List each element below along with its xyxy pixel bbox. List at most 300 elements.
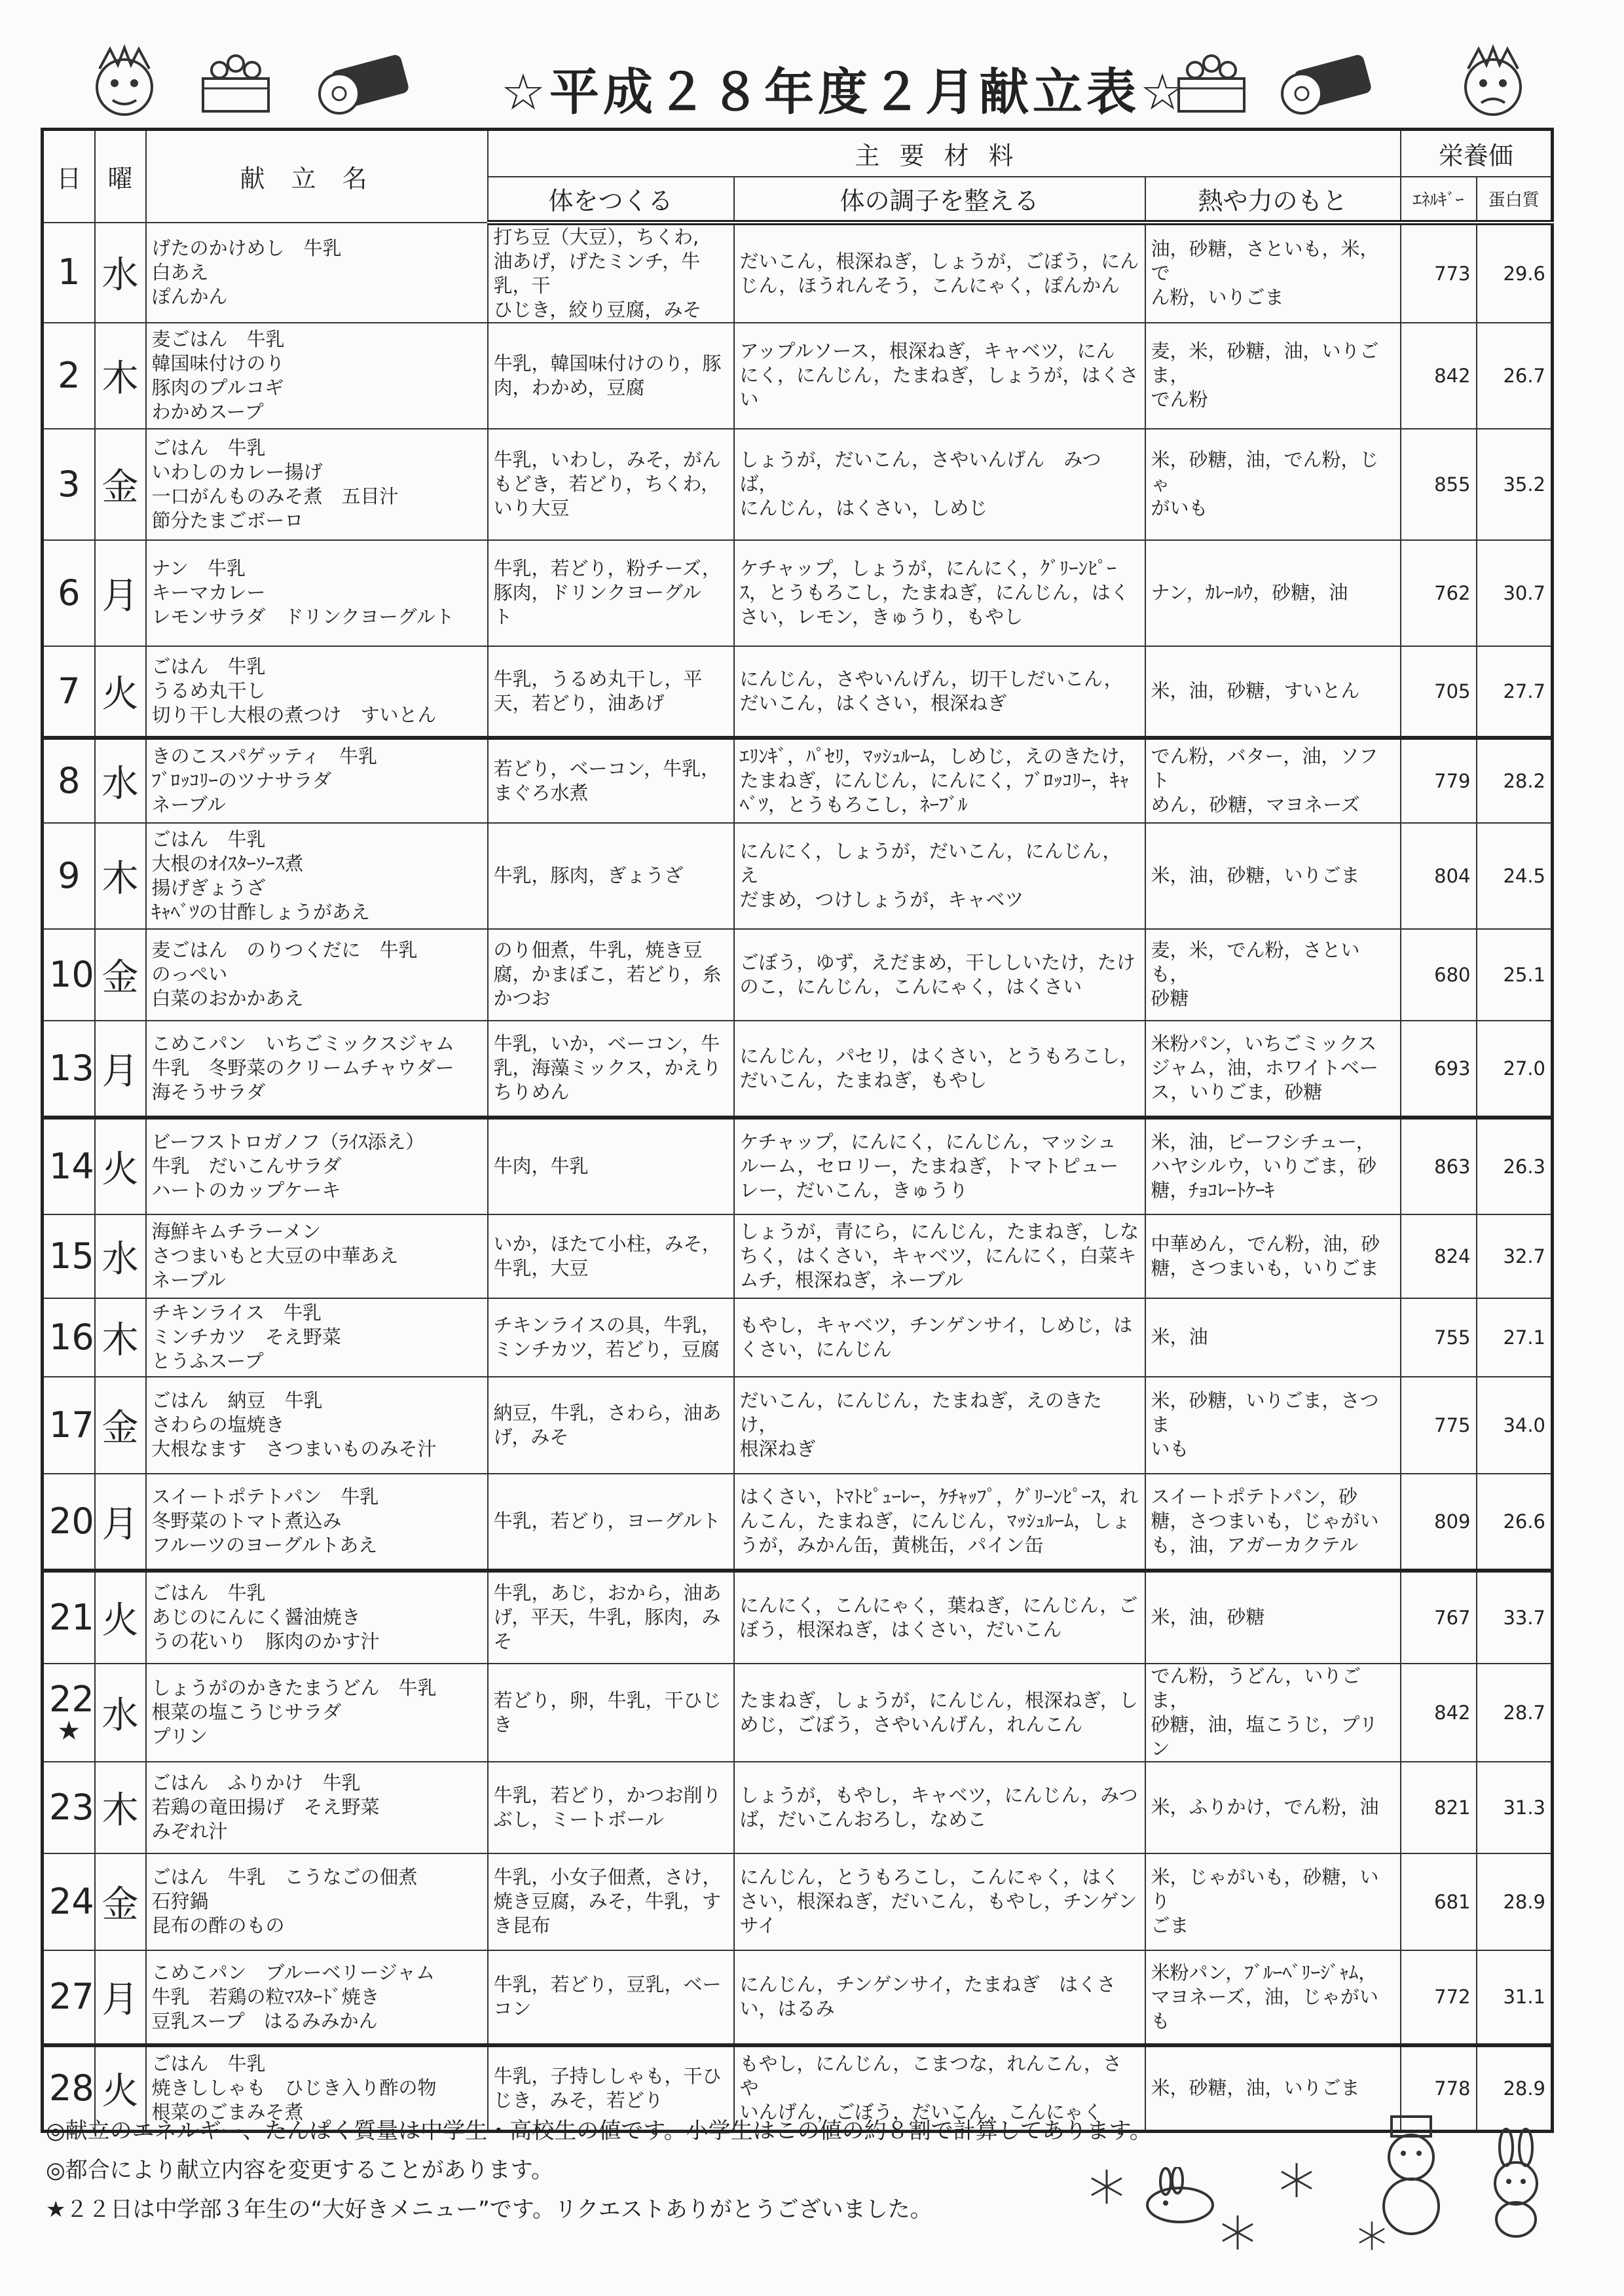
- body-ingredients-cell-line: ぶし，ミートボール: [493, 1808, 664, 1831]
- dish-cell: [146, 223, 488, 323]
- weekday-cell: 木: [95, 823, 146, 929]
- body-ingredients-cell-line: ミンチカツ，若どり，豆腐: [493, 1338, 720, 1360]
- energy-value: 824: [1401, 1214, 1477, 1298]
- dish-cell-line: 一口がんものみそ煮 五目汁: [151, 484, 399, 507]
- protein-value: 34.0: [1477, 1377, 1553, 1474]
- energy-ingredients-cell-line: 砂糖: [1151, 987, 1189, 1010]
- day-cell: [43, 1571, 95, 1664]
- snowflake-icon: [1277, 2160, 1316, 2200]
- condition-ingredients-cell-line: い，はるみ: [739, 1997, 835, 2020]
- energy-ingredients-cell: [1145, 1474, 1401, 1571]
- snowman-icon: [1362, 2111, 1460, 2236]
- weekday-cell: 木: [95, 323, 146, 429]
- body-ingredients-cell-line: 若どり，卵，牛乳，干ひじ: [493, 1688, 722, 1711]
- weekday-cell: 火: [95, 1118, 146, 1214]
- menu-row: [43, 1762, 1553, 1853]
- condition-ingredients-cell-line: さい，根深ねぎ，だいこん，もやし，チンゲン: [739, 1890, 1137, 1912]
- condition-ingredients-cell-line: んこん，たまねぎ，にんじん，ﾏｯｼｭﾙｰﾑ，しょ: [739, 1510, 1131, 1532]
- dish-cell-line: 白菜のおかかあえ: [151, 987, 304, 1010]
- header-row-1: [43, 130, 1553, 177]
- condition-ingredients-cell: [734, 1021, 1145, 1118]
- body-ingredients-cell: [488, 1950, 734, 2045]
- energy-ingredients-cell-line: も，油，アガーカクテル: [1151, 1534, 1359, 1556]
- condition-ingredients-cell: [734, 540, 1145, 646]
- condition-ingredients-cell: [734, 223, 1145, 323]
- energy-ingredients-cell-line: も: [1151, 2009, 1170, 2032]
- body-ingredients-cell-line: じき，みそ，若どり: [493, 2088, 663, 2111]
- body-ingredients-cell-line: 打ち豆（大豆），ちくわ,: [493, 225, 699, 248]
- condition-ingredients-cell-line: しょうが，青にら，にんじん，たまねぎ，しな: [739, 1220, 1139, 1243]
- protein-value: 31.3: [1477, 1762, 1553, 1853]
- dish-cell: [146, 1950, 488, 2045]
- menu-row: [43, 1298, 1553, 1377]
- dish-cell: [146, 929, 488, 1021]
- day-cell: [43, 223, 95, 323]
- dish-cell-line: 牛乳 だいこんサラダ: [151, 1155, 342, 1177]
- weekday-cell: 火: [95, 646, 146, 738]
- weekday-cell: 金: [95, 429, 146, 540]
- energy-ingredients-cell-line: 米，砂糖，油，いりごま: [1151, 2077, 1360, 2100]
- weekday-cell: 月: [95, 1950, 146, 2045]
- dish-cell: [146, 1853, 488, 1950]
- dish-cell-line: わかめスープ: [151, 400, 264, 423]
- body-ingredients-cell-line: き昆布: [493, 1914, 551, 1937]
- protein-value: 27.7: [1477, 646, 1553, 738]
- condition-ingredients-cell: [734, 823, 1145, 929]
- day-cell: [43, 1214, 95, 1298]
- body-ingredients-cell: [488, 1664, 734, 1762]
- condition-ingredients-cell: [734, 738, 1145, 823]
- day-number: 20: [49, 1500, 94, 1542]
- energy-ingredients-cell-line: 麦，米，でん粉，さといも，: [1151, 939, 1360, 985]
- body-ingredients-cell: [488, 540, 734, 646]
- weekday-cell: 月: [95, 1474, 146, 1571]
- rabbit-icon: [1473, 2128, 1559, 2239]
- body-ingredients-cell: [488, 323, 734, 429]
- menu-row: [43, 1950, 1553, 2045]
- weekday-cell: 金: [95, 1377, 146, 1474]
- energy-value: 775: [1401, 1377, 1477, 1474]
- day-number: 15: [49, 1235, 94, 1277]
- energy-ingredients-cell-line: いも: [1151, 1438, 1189, 1460]
- menu-row: [43, 929, 1553, 1021]
- energy-value: 821: [1401, 1762, 1477, 1853]
- condition-ingredients-cell: [734, 1377, 1145, 1474]
- protein-value: 26.6: [1477, 1474, 1553, 1571]
- oni-mask-icon: [1454, 43, 1532, 121]
- dish-cell: [146, 646, 488, 738]
- energy-ingredients-cell: [1145, 929, 1401, 1021]
- weekday-cell: 水: [95, 1214, 146, 1298]
- energy-value: 762: [1401, 540, 1477, 646]
- energy-value: 842: [1401, 1664, 1477, 1762]
- dish-cell-line: あじのにんにく醤油焼き: [151, 1606, 361, 1628]
- energy-ingredients-cell-line: 米粉パン，ﾌﾞﾙｰﾍﾞﾘｰｼﾞｬﾑ，: [1151, 1961, 1378, 1984]
- day-number: 1: [58, 251, 81, 293]
- dish-cell: [146, 1571, 488, 1664]
- dish-cell-line: のっぺい: [151, 963, 228, 985]
- dish-cell-line: ｷｬﾍﾞﾂの甘酢しょうがあえ: [151, 900, 371, 923]
- body-ingredients-cell-line: 牛乳，韓国味付けのり，豚: [493, 352, 722, 374]
- body-ingredients-cell: [488, 1214, 734, 1298]
- dish-cell-line: ごはん 牛乳: [151, 1582, 266, 1604]
- day-cell: [43, 1021, 95, 1118]
- energy-ingredients-cell-line: ジャム，油，ホワイトベー: [1151, 1057, 1378, 1079]
- dish-cell-line: 冬野菜のトマト煮込み: [151, 1510, 342, 1532]
- col-header-energy-source: 熱や力のもと: [1145, 177, 1401, 223]
- energy-value: 693: [1401, 1021, 1477, 1118]
- body-ingredients-cell: [488, 823, 734, 929]
- menu-row: [43, 1118, 1553, 1214]
- condition-ingredients-cell-line: にく，にんじん，たまねぎ，しょうが，はくさ: [739, 364, 1139, 386]
- dish-cell-line: ごはん ふりかけ 牛乳: [151, 1772, 361, 1794]
- weekday-cell: 月: [95, 1021, 146, 1118]
- condition-ingredients-cell: [734, 1853, 1145, 1950]
- dish-cell-line: 石狩鍋: [151, 1890, 209, 1912]
- condition-ingredients-cell: [734, 929, 1145, 1021]
- energy-ingredients-cell-line: 糖，さつまいも，じゃがい: [1151, 1510, 1379, 1532]
- condition-ingredients-cell-line: もやし，キャベツ，チンゲンサイ，しめじ，は: [739, 1313, 1133, 1336]
- condition-ingredients-cell-line: サイ: [739, 1914, 777, 1937]
- condition-ingredients-cell-line: アップルソース，根深ねぎ，キャベツ，にん: [739, 340, 1115, 362]
- energy-ingredients-cell-line: 米，油，ビーフシチュー，: [1151, 1131, 1375, 1153]
- ehomaki-roll-icon: [314, 43, 419, 121]
- condition-ingredients-cell-line: にんじん，パセリ，はくさい，とうもろこし，: [739, 1044, 1139, 1067]
- energy-ingredients-cell-line: 米，じゃがいも，砂糖，いり: [1151, 1866, 1379, 1912]
- condition-ingredients-cell-line: だまめ，つけしょうが，キャベツ: [739, 888, 1024, 911]
- bean-box-icon: [190, 43, 282, 121]
- condition-ingredients-cell-line: ば，だいこんおろし，なめこ: [739, 1808, 987, 1831]
- body-ingredients-cell: [488, 646, 734, 738]
- energy-value: 681: [1401, 1853, 1477, 1950]
- rabbit-icon: [1139, 2167, 1218, 2226]
- energy-ingredients-cell-line: 米，砂糖，油，でん粉，じゃ: [1151, 448, 1379, 495]
- body-ingredients-cell-line: ちりめん: [493, 1081, 570, 1103]
- condition-ingredients-cell: [734, 429, 1145, 540]
- energy-ingredients-cell-line: ごま: [1151, 1914, 1189, 1937]
- menu-row: [43, 223, 1553, 323]
- dish-cell: [146, 1474, 488, 1571]
- dish-cell-line: ぽんかん: [151, 285, 228, 308]
- dish-cell-line: 焼きししゃも ひじき入り酢の物: [151, 2077, 437, 2100]
- condition-ingredients-cell: [734, 646, 1145, 738]
- ehomaki-roll-icon: [1277, 43, 1382, 121]
- col-header-day: 日: [43, 130, 95, 223]
- page-title: ☆平成２８年度２月献立表☆: [500, 63, 1189, 121]
- day-number: 23: [49, 1786, 94, 1828]
- condition-ingredients-cell-line: ルーム，セロリー，たまねぎ，トマトピュー: [739, 1155, 1119, 1177]
- condition-ingredients-cell: [734, 1950, 1145, 2045]
- condition-ingredients-cell-line: ﾍﾞﾂ，とうもろこし，ﾈｰﾌﾞﾙ: [739, 793, 968, 816]
- condition-ingredients-cell-line: にんじん，はくさい，しめじ: [739, 497, 988, 519]
- dish-cell: [146, 429, 488, 540]
- energy-ingredients-cell-line: がいも: [1151, 497, 1208, 519]
- snowflake-icon: [1087, 2167, 1126, 2206]
- body-ingredients-cell-line: チキンライスの具，牛乳，: [493, 1313, 721, 1336]
- protein-value: 28.7: [1477, 1664, 1553, 1762]
- energy-ingredients-cell-line: でん粉，うどん，いりごま，: [1151, 1664, 1361, 1711]
- day-cell: [43, 1762, 95, 1853]
- weekday-cell: 木: [95, 1762, 146, 1853]
- energy-ingredients-cell-line: マヨネーズ，油，じゃがい: [1151, 1985, 1378, 2008]
- body-ingredients-cell-line: 牛乳，小女子佃煮，さけ，: [493, 1866, 722, 1888]
- body-ingredients-cell-line: いり大豆: [493, 497, 570, 519]
- energy-ingredients-cell: [1145, 1118, 1401, 1214]
- dish-cell-line: さつまいもと大豆の中華あえ: [151, 1245, 399, 1267]
- dish-cell-line: ネーブル: [151, 1269, 226, 1291]
- energy-ingredients-cell: [1145, 323, 1401, 429]
- body-ingredients-cell: [488, 1762, 734, 1853]
- energy-value: 767: [1401, 1571, 1477, 1664]
- energy-value: 809: [1401, 1474, 1477, 1571]
- body-ingredients-cell-line: 牛乳，若どり，かつお削り: [493, 1783, 722, 1806]
- energy-ingredients-cell-line: めん，砂糖，マヨネーズ: [1151, 793, 1360, 816]
- condition-ingredients-cell-line: ごぼう，ゆず，えだまめ，干ししいたけ，たけ: [739, 951, 1135, 974]
- col-header-condition: 体の調子を整える: [734, 177, 1145, 223]
- weekday-cell: 火: [95, 2045, 146, 2132]
- condition-ingredients-cell-line: ちく，はくさい，キャベツ，にんにく，白菜キ: [739, 1245, 1137, 1267]
- day-number: 13: [49, 1047, 94, 1089]
- body-ingredients-cell-line: 豚肉，ドリンクヨーグル: [493, 581, 702, 604]
- condition-ingredients-cell-line: にんじん，チンゲンサイ，たまねぎ はくさ: [739, 1973, 1116, 1995]
- menu-row: [43, 1474, 1553, 1571]
- energy-ingredients-cell: [1145, 1571, 1401, 1664]
- weekday-cell: 水: [95, 223, 146, 323]
- condition-ingredients-cell-line: のこ，にんじん，こんにゃく，はくさい: [739, 975, 1082, 998]
- energy-ingredients-cell-line: 砂糖，油，塩こうじ，プリン: [1151, 1713, 1378, 1760]
- energy-value: 680: [1401, 929, 1477, 1021]
- body-ingredients-cell-line: 肉，わかめ，豆腐: [493, 376, 645, 399]
- day-cell: [43, 1298, 95, 1377]
- menu-row: [43, 429, 1553, 540]
- day-cell: [43, 1474, 95, 1571]
- body-ingredients-cell: [488, 1853, 734, 1950]
- condition-ingredients-cell-line: ｴﾘﾝｷﾞ，ﾊﾟｾﾘ，ﾏｯｼｭﾙｰﾑ，しめじ，えのきたけ，: [739, 745, 1138, 767]
- col-header-protein: 蛋白質: [1477, 177, 1553, 223]
- condition-ingredients-cell-line: にんにく，しょうが，だいこん，にんじん，え: [739, 840, 1122, 886]
- day-cell: [43, 738, 95, 823]
- body-ingredients-cell-line: 牛乳，いか，ベーコン，牛: [493, 1032, 720, 1055]
- condition-ingredients-cell-line: だいこん，根深ねぎ，しょうが，ごぼう，にん: [739, 249, 1139, 272]
- energy-ingredients-cell-line: ナン，ｶﾚｰﾙｳ，砂糖，油: [1151, 581, 1348, 604]
- dish-cell-line: げたのかけめし 牛乳: [151, 236, 342, 259]
- menu-table: [41, 128, 1554, 2133]
- condition-ingredients-cell-line: うが，みかん缶，黄桃缶，パイン缶: [739, 1534, 1044, 1556]
- weekday-cell: 金: [95, 1853, 146, 1950]
- body-ingredients-cell: [488, 1298, 734, 1377]
- condition-ingredients-cell-line: だいこん，たまねぎ，もやし: [739, 1068, 987, 1091]
- body-ingredients-cell: [488, 429, 734, 540]
- energy-ingredients-cell-line: 米粉パン，いちごミックス: [1151, 1032, 1377, 1055]
- dish-cell-line: ネーブル: [151, 793, 226, 816]
- energy-ingredients-cell-line: ん粉，いりごま: [1151, 286, 1284, 308]
- energy-ingredients-cell-line: でん粉，バター，油，ソフト: [1151, 745, 1378, 792]
- day-number: 27: [49, 1976, 94, 2017]
- body-ingredients-cell-line: 牛乳，若どり，豆乳，ベー: [493, 1973, 722, 1995]
- dish-cell-line: ミンチカツ そえ野菜: [151, 1326, 341, 1348]
- dish-cell-line: ナン 牛乳: [151, 557, 246, 579]
- energy-ingredients-cell: [1145, 646, 1401, 738]
- dish-cell-line: 韓国味付けのり: [151, 352, 285, 374]
- day-number: 21: [49, 1596, 94, 1638]
- protein-value: 27.1: [1477, 1298, 1553, 1377]
- body-ingredients-cell-line: げ，みそ: [493, 1425, 569, 1448]
- body-ingredients-cell-line: 納豆，牛乳，さわら，油あ: [493, 1401, 722, 1424]
- energy-ingredients-cell: [1145, 823, 1401, 929]
- weekday-cell: 金: [95, 929, 146, 1021]
- body-ingredients-cell-line: かつお: [493, 987, 551, 1010]
- body-ingredients-cell-line: き: [493, 1713, 513, 1736]
- body-ingredients-cell: [488, 1571, 734, 1664]
- dish-cell: [146, 1762, 488, 1853]
- condition-ingredients-cell-line: じん，ほうれんそう，こんにゃく，ぽんかん: [739, 274, 1120, 297]
- dish-cell-line: 揚げぎょうざ: [151, 876, 266, 899]
- condition-ingredients-cell-line: い: [739, 388, 759, 410]
- dish-cell-line: ごはん 牛乳: [151, 655, 266, 678]
- protein-value: 28.2: [1477, 738, 1553, 823]
- energy-ingredients-cell: [1145, 1377, 1401, 1474]
- condition-ingredients-cell: [734, 1214, 1145, 1298]
- condition-ingredients-cell-line: だいこん，はくさい，根深ねぎ: [739, 691, 1007, 714]
- day-cell: [43, 540, 95, 646]
- dish-cell-line: 海鮮キムチラーメン: [151, 1220, 322, 1243]
- dish-cell-line: 節分たまごボーロ: [151, 509, 304, 532]
- body-ingredients-cell-line: 牛乳，若どり，ヨーグルト: [493, 1510, 721, 1532]
- day-cell: [43, 323, 95, 429]
- col-header-body: 体をつくる: [488, 177, 734, 223]
- body-ingredients-cell-line: 油あげ，げたミンチ，牛乳，干: [493, 249, 701, 297]
- protein-value: 31.1: [1477, 1950, 1553, 2045]
- energy-ingredients-cell-line: スイートポテトパン，砂: [1151, 1485, 1358, 1508]
- day-cell: [43, 1118, 95, 1214]
- energy-ingredients-cell-line: ス，いりごま，砂糖: [1151, 1081, 1323, 1103]
- dish-cell-line: 麦ごはん のりつくだに 牛乳: [151, 939, 418, 961]
- header: [39, 36, 1585, 134]
- dish-cell: [146, 738, 488, 823]
- condition-ingredients-cell: [734, 1571, 1145, 1664]
- dish-cell: [146, 1021, 488, 1118]
- dish-cell-line: 切り干し大根の煮つけ すいとん: [151, 704, 437, 726]
- energy-ingredients-cell-line: 米，油，砂糖: [1151, 1606, 1265, 1628]
- body-ingredients-cell-line: 腐，かまぼこ，若どり，糸: [493, 963, 722, 985]
- condition-ingredients-cell: [734, 1664, 1145, 1762]
- menu-row: [43, 646, 1553, 738]
- dish-cell-line: 豚肉のプルコギ: [151, 376, 284, 399]
- bean-box-icon: [1166, 43, 1257, 121]
- dish-cell-line: うの花いり 豚肉のかす汁: [151, 1630, 380, 1652]
- day-number: 8: [58, 759, 81, 801]
- condition-ingredients-cell-line: だいこん，にんじん，たまねぎ，えのきたけ，: [739, 1389, 1102, 1436]
- protein-value: 35.2: [1477, 429, 1553, 540]
- condition-ingredients-cell-line: めじ，ごぼう，さやいんげん，れんこん: [739, 1713, 1083, 1736]
- body-ingredients-cell-line: ひじき，絞り豆腐，みそ: [493, 298, 702, 321]
- energy-ingredients-cell: [1145, 1762, 1401, 1853]
- energy-ingredients-cell-line: ハヤシルウ，いりごま，砂: [1151, 1155, 1377, 1177]
- note: ◎都合により献立内容を変更することがあります。: [46, 2157, 553, 2183]
- dish-cell-line: 豆乳スープ はるみみかん: [151, 2009, 378, 2032]
- condition-ingredients-cell: [734, 1118, 1145, 1214]
- protein-value: 26.7: [1477, 323, 1553, 429]
- condition-ingredients-cell: [734, 1762, 1145, 1853]
- protein-value: 30.7: [1477, 540, 1553, 646]
- energy-value: 772: [1401, 1950, 1477, 2045]
- protein-value: 32.7: [1477, 1214, 1553, 1298]
- condition-ingredients-cell-line: ぼう，根深ねぎ，はくさい，だいこん: [739, 1618, 1062, 1641]
- dish-cell-line: プリン: [151, 1725, 208, 1747]
- energy-ingredients-cell-line: 米，砂糖，いりごま，さつま: [1151, 1389, 1379, 1436]
- energy-value: 755: [1401, 1298, 1477, 1377]
- menu-row: [43, 1214, 1553, 1298]
- day-cell: [43, 1664, 95, 1762]
- energy-ingredients-cell-line: でん粉: [1151, 388, 1208, 410]
- day-number: 6: [58, 572, 81, 613]
- energy-ingredients-cell: [1145, 1853, 1401, 1950]
- condition-ingredients-cell: [734, 1474, 1145, 1571]
- energy-value: 863: [1401, 1118, 1477, 1214]
- weekday-cell: 火: [95, 1571, 146, 1664]
- condition-ingredients-cell-line: しょうが，もやし，キャベツ，にんじん，みつ: [739, 1783, 1138, 1806]
- dish-cell-line: 昆布の酢のもの: [151, 1914, 285, 1937]
- dish-cell-line: 根菜のごまみそ煮: [151, 2101, 304, 2124]
- energy-ingredients-cell: [1145, 223, 1401, 323]
- note: ◎献立のエネルギー、たんぱく質量は中学生・高校生の値です。小学生はこの値の約８割で計算してあります。: [46, 2118, 1152, 2144]
- day-number: 7: [58, 670, 81, 712]
- dish-cell-line: 大根なます さつまいものみそ汁: [151, 1438, 437, 1460]
- dish-cell-line: きのこスパゲッティ 牛乳: [151, 745, 378, 767]
- dish-cell-line: ごはん 牛乳: [151, 436, 266, 459]
- energy-ingredients-cell-line: 中華めん，でん粉，油，砂: [1151, 1232, 1380, 1255]
- energy-ingredients-cell-line: 糖，ﾁｮｺﾚｰﾄｹｰｷ: [1151, 1179, 1275, 1201]
- dish-cell: [146, 1664, 488, 1762]
- condition-ingredients-cell-line: しょうが，だいこん，さやいんげん みつば，: [739, 448, 1101, 495]
- energy-ingredients-cell-line: 米，ふりかけ，でん粉，油: [1151, 1796, 1379, 1818]
- day-number: 9: [58, 854, 81, 896]
- body-ingredients-cell-line: 牛乳，子持ししゃも，干ひ: [493, 2064, 722, 2087]
- condition-ingredients-cell: [734, 323, 1145, 429]
- body-ingredients-cell: [488, 1118, 734, 1214]
- energy-value: 779: [1401, 738, 1477, 823]
- dish-cell: [146, 1214, 488, 1298]
- dish-cell-line: 海そうサラダ: [151, 1081, 266, 1103]
- energy-ingredients-cell: [1145, 1950, 1401, 2045]
- protein-value: 26.3: [1477, 1118, 1553, 1214]
- condition-ingredients-cell-line: にんにく，こんにゃく，葉ねぎ，にんじん，ご: [739, 1594, 1138, 1616]
- condition-ingredients-cell-line: ムチ，根深ねぎ，ネーブル: [739, 1269, 964, 1291]
- dish-cell-line: フルーツのヨーグルトあえ: [151, 1534, 378, 1556]
- dish-cell-line: こめこパン いちごミックスジャム: [151, 1032, 455, 1055]
- energy-ingredients-cell-line: 米，油，砂糖，いりごま: [1151, 864, 1360, 886]
- condition-ingredients-cell-line: にんじん，さやいんげん，切干しだいこん，: [739, 667, 1123, 690]
- day-number: 22: [49, 1678, 94, 1720]
- dish-cell: [146, 540, 488, 646]
- energy-value: 842: [1401, 323, 1477, 429]
- dish-cell-line: 牛乳 冬野菜のクリームチャウダー: [151, 1057, 454, 1079]
- day-number: 16: [49, 1316, 94, 1358]
- energy-ingredients-cell: [1145, 540, 1401, 646]
- dish-cell: [146, 823, 488, 929]
- body-ingredients-cell: [488, 929, 734, 1021]
- menu-row: [43, 1571, 1553, 1664]
- body-ingredients-cell-line: いか，ほたて小柱，みそ，: [493, 1232, 721, 1255]
- weekday-cell: 水: [95, 738, 146, 823]
- day-number: 10: [49, 953, 94, 995]
- energy-ingredients-cell: [1145, 429, 1401, 540]
- oni-mask-icon: [85, 43, 164, 121]
- day-number: 24: [49, 1880, 94, 1922]
- day-cell: [43, 1950, 95, 2045]
- body-ingredients-cell-line: 焼き豆腐，みそ，牛乳，す: [493, 1890, 721, 1912]
- menu-body: [43, 223, 1553, 2132]
